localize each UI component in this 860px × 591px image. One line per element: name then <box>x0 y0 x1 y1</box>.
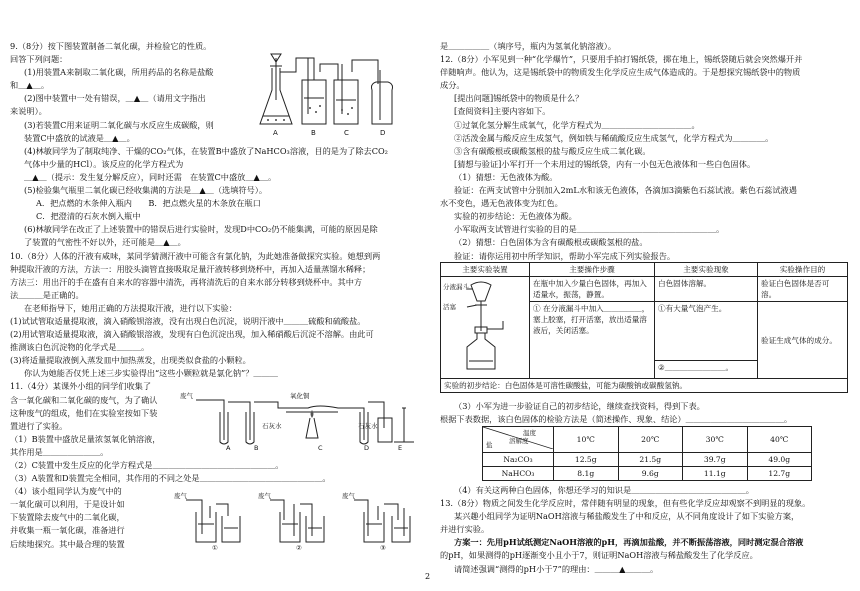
text-line: 推测该白色沉淀物的化学式是＿＿＿。 <box>10 342 150 353</box>
text-line: (2)图中装置中一处有错误，＿▲＿（请用文字指出 <box>24 93 206 104</box>
table-cell: ②＿＿＿＿＿＿＿＿。 <box>655 361 758 379</box>
text-line: 在老师指导下，她用正确的方法提取汗液，进行以下实验： <box>24 302 237 313</box>
text-line: 方法三：用出汗的手在盛有自来水的容器中清洗，再将清洗后的自来水部分转移到烧杯中。其中方 <box>10 276 363 287</box>
waste-gas-label: 废气 <box>258 492 271 500</box>
text-line: 后续地探究。其中最合理的装置 <box>10 538 125 549</box>
text-line: 成分。 <box>440 80 465 91</box>
corner-salt: 盐 <box>486 441 493 449</box>
text-line: C．把澄清的石灰水倒入瓶中 <box>36 211 141 222</box>
q13-title: 13.（8分）物质之间发生化学反应时，常伴随有明显的现象，但有些化学反应却观察不到明显的现象。 <box>440 498 811 509</box>
q11-options-figure <box>172 490 422 552</box>
corner-diagonal <box>483 427 553 449</box>
salt-name: Na₂CO₃ <box>483 453 554 467</box>
text-line: （1）猜想：无色液体为酸。 <box>454 171 558 182</box>
q11-title: 11.（4分）某课外小组的同学们收集了 <box>10 381 152 392</box>
q12-title: 12.（8分）小军见到一种“化学爆竹”，只要用手拍打锡纸袋，掷在地上，锡纸袋随后就会突然爆开并 <box>440 54 803 65</box>
text-line: 一氧化碳可以利用，于是设计如 <box>10 499 125 510</box>
text-line: 请简述强调“测得的pH小于7”的理由：＿＿＿▲＿＿＿。 <box>454 563 659 574</box>
table-cell: 49.0g <box>747 453 812 467</box>
text-line: (2)用试管取适量提取液，滴入硝酸银溶液，发现有白色沉淀出现，加入稀硝酸后沉淀不溶解。由此可 <box>10 329 374 340</box>
text-line: 验证：请你运用初中所学知识，帮助小军完成下列实验报告。 <box>454 250 676 261</box>
page-number: 2 <box>425 572 431 581</box>
table-header: 主要操作步骤 <box>530 263 655 277</box>
table-header: 主要实验现象 <box>655 263 758 277</box>
option-1-label: ① <box>212 544 218 552</box>
q9-title: 9.（8分）按下图装置制备二氧化碳，并检验它的性质。 <box>10 41 212 51</box>
label-a: A <box>226 444 231 452</box>
text-line: 的pH，如果测得的pH逐渐变小且小于7，则证明NaOH溶液与稀盐酸发生了化学反应。 <box>440 550 758 561</box>
table-cell: 验证白色固体是否可溶。 <box>758 277 848 302</box>
q12-part3 <box>440 400 850 426</box>
table-header: 实验操作目的 <box>758 263 848 277</box>
corner-solubility: 溶解度 <box>509 437 529 445</box>
table-cell: 11.1g <box>683 467 748 481</box>
table-cell: 白色固体溶解。 <box>655 277 758 302</box>
table-cell: 12.7g <box>747 467 812 481</box>
option-2-label: ② <box>296 544 302 552</box>
text-line: 气体中少量的HCl）。该反应的化学方程式为 <box>24 158 184 169</box>
option-3-label: ③ <box>380 544 386 552</box>
table-cell: 验证生成气体的成分。 <box>758 302 848 379</box>
text-line: 方案一：先用pH试纸测定NaOH溶液的pH，再滴加盐酸，并不断振荡溶液，同时测定混合溶液 <box>454 537 804 548</box>
temp-header: 20℃ <box>618 427 683 453</box>
solubility-table <box>482 426 812 481</box>
text-line: [猜想与验证]小军打开一个未用过的锡纸袋，内有一小包无色液体和一些白色固体。 <box>454 158 756 169</box>
text-line: ①过氧化氢分解生成氧气，化学方程式为＿＿＿＿＿＿＿＿＿＿＿。 <box>454 119 700 130</box>
text-line: 法＿＿＿是正确的。 <box>10 289 84 300</box>
text-line: （2）C装置中发生反应的化学方程式是＿＿＿＿＿＿＿＿＿＿＿＿＿＿＿。 <box>10 460 284 470</box>
waste-gas-label: 废气 <box>180 392 193 400</box>
text-line: 你认为她能否仅凭上述三步实验得出“这些小颗粒就是氯化钠”？＿＿＿ <box>24 368 278 379</box>
table-cell: ①有大量气泡产生。 <box>655 302 758 361</box>
label-c: C <box>318 444 323 452</box>
text-line: (6)林敏同学在改正了上述装置中的错误后进行实验时，发现D中CO₂仍不能集满，可能的原因是除 <box>24 224 378 235</box>
text-line: （1）B装置中盛放足量浓氢氧化钠溶液， <box>10 433 161 444</box>
flame-icon <box>311 410 314 418</box>
label-c: C <box>344 129 349 137</box>
text-line: [提出问题]锡纸袋中的物质是什么？ <box>454 93 584 104</box>
label-d: D <box>364 444 370 452</box>
text-line: 和＿▲＿。 <box>10 80 50 91</box>
text-line: 含一氧化碳和二氧化碳的废气，为了确认 <box>10 394 158 405</box>
corner-cell <box>483 427 554 453</box>
table-cell: ① 在分液漏斗中加入＿＿＿＿＿，塞上胶塞，打开活塞，放出适量溶液后，关闭活塞。 <box>530 302 655 379</box>
separatory-funnel-apparatus <box>441 277 523 375</box>
text-line: 是＿＿＿＿＿（填序号，瓶内为氢氧化钠溶液）。 <box>440 41 617 51</box>
q12-experiment-table <box>440 262 848 393</box>
text-line: 置进行了实验。 <box>10 420 68 431</box>
table-conclusion: 实验的初步结论：白色固体是可溶性碳酸盐，可能为碳酸钠或碳酸氢钠。 <box>441 379 848 393</box>
text-line: 下装置除去废气中的二氧化碳， <box>10 512 125 523</box>
temp-header: 30℃ <box>683 427 748 453</box>
text-line: 了装置的气密性不好以外，还可能是＿▲＿。 <box>24 237 186 248</box>
salt-name: NaHCO₃ <box>483 467 554 481</box>
corner-temp: 温度 <box>523 429 536 437</box>
waste-gas-label: 废气 <box>342 492 355 500</box>
text-line: 某兴趣小组同学为证明NaOH溶液与稀盐酸发生了中和反应，从不同角度设计了如下实验方案， <box>454 511 800 522</box>
limewater-label: 石灰水 <box>262 422 282 430</box>
waste-gas-label: 废气 <box>174 492 187 500</box>
text-line: [查阅资料]主要内容如下。 <box>454 106 551 117</box>
text-line: (3)若装置C用来证明二氧化碳与水反应生成碳酸，则 <box>24 119 214 130</box>
text-line: (1)试试管取适量提取液，滴入硝酸钡溶液，没有出现白色沉淀，说明汗液中＿＿＿硫酸和硫酸盐。 <box>10 315 366 326</box>
text-line: 这种废气的组成，他们在实验室按如下装 <box>10 407 158 418</box>
text-line: 伴随响声。他认为，这是锡纸袋中的物质发生化学反应生成气体造成的。于是想探究锡纸袋中的物质 <box>440 67 801 78</box>
text-line: 种提取汗液的方法，方法一：用胶头滴管直接吸取足量汗液转移到烧杯中，再加入适量蒸馏水稀释； <box>10 263 371 274</box>
limewater-label-2: 石灰水 <box>358 422 378 430</box>
text-line: 来说明）。 <box>10 106 47 117</box>
table-cell: 21.5g <box>618 453 683 467</box>
table-cell: 8.1g <box>554 467 619 481</box>
q12-intro <box>440 40 850 263</box>
text-line: ＿▲＿（提示：发生复分解反应），同时还需 在装置C中盛放＿▲＿。 <box>24 171 277 182</box>
text-line: （3）小军为进一步验证自己的初步结论，继续查找资料，得到下表。 <box>454 401 705 411</box>
label-b: B <box>254 444 259 452</box>
table-cell: 39.7g <box>683 453 748 467</box>
text-line: 装置C中盛放的试液是＿▲＿。 <box>24 132 135 143</box>
text-line: (5)检验集气瓶里二氧化碳已经收集满的方法是＿▲＿（选填符号）。 <box>24 185 268 196</box>
copper-oxide-label: 氧化铜 <box>290 392 310 400</box>
text-line: 并进行实验。 <box>440 524 490 535</box>
text-line: 小军取两支试管进行实验的目的是＿＿＿＿＿＿＿＿＿＿＿＿＿＿＿＿＿。 <box>454 224 725 235</box>
q11-apparatus-figure <box>178 388 418 454</box>
table-header: 主要实验装置 <box>441 263 530 277</box>
temp-header: 10℃ <box>554 427 619 453</box>
stopcock-label: 活塞 <box>443 303 456 311</box>
label-e: E <box>398 444 403 452</box>
temp-header: 40℃ <box>747 427 812 453</box>
table-cell: 9.6g <box>618 467 683 481</box>
text-line: (3)将适量提取液倒入蒸发皿中加热蒸发，出现类似食盐的小颗粒。 <box>10 355 251 366</box>
text-line: (1)用装置A来制取二氧化碳，所用药品的名称是盐酸 <box>24 67 214 78</box>
q10-title: 10.（8分）人体的汗液有咸味，某同学猜测汗液中可能含有氯化钠，为此她准备做探究实验。她想到两 <box>10 250 381 261</box>
text-line: (4)林敏同学为了制取纯净、干燥的CO₂气体，在装置B中盛放了NaHCO₃溶液，目的是为了除去CO₂ <box>24 145 388 156</box>
text-line: 其作用是＿＿＿＿＿＿＿。 <box>10 446 109 457</box>
text-line: （2）猜想：白色固体为含有碳酸根或碳酸氢根的盐。 <box>454 237 648 248</box>
text-line: （4）有关这两种白色固体，你想还学习的知识是＿＿＿＿＿＿＿＿＿＿＿＿＿＿。 <box>454 485 754 495</box>
apparatus-cell <box>441 277 530 379</box>
label-d: D <box>380 129 386 137</box>
q9-apparatus-figure <box>258 50 428 138</box>
table-cell: 在瓶中加入少量白色固体，再加入适量水，振荡，静置。 <box>530 277 655 302</box>
text-line: （4）该小组同学认为废气中的 <box>10 486 122 497</box>
text-line: ③含有碳酸根或碳酸氢根的盐与酸反应生成二氧化碳。 <box>454 145 651 156</box>
q12-q13-text <box>440 484 850 576</box>
text-line: ②活泼金属与酸反应生成氢气，例如铁与稀硫酸反应生成氢气，化学方程式为＿＿＿＿。 <box>454 132 774 143</box>
text-line: 验证：在两支试管中分别加入2mL水和该无色液体，各滴加3滴紫色石蕊试液。紫色石蕊试液遇 <box>454 185 797 196</box>
text-line: 回答下列问题： <box>10 54 68 65</box>
text-line: （3）A装置和D装置完全相同，其作用的不同之处是＿＿＿＿＿＿＿＿＿＿＿＿＿＿＿。 <box>10 473 331 484</box>
table-cell: 12.5g <box>554 453 619 467</box>
text-line: 根据下表数据，该白色固体的检验方法是（简述操作、现象、结论）＿＿＿＿＿＿＿＿＿＿＿＿。 <box>440 414 793 425</box>
text-line: 实验的初步结论：无色液体为酸。 <box>454 211 577 222</box>
text-line: 水不变色，遇无色液体变为红色。 <box>440 198 563 209</box>
text-line: 并收集一瓶一氧化碳，准备进行 <box>10 525 125 536</box>
label-a: A <box>273 129 278 137</box>
funnel-label: 分液漏斗 <box>443 283 469 291</box>
text-line: A．把点燃的木条伸入瓶内 B．把点燃火星的木条放在瓶口 <box>36 198 261 209</box>
label-b: B <box>311 129 316 137</box>
